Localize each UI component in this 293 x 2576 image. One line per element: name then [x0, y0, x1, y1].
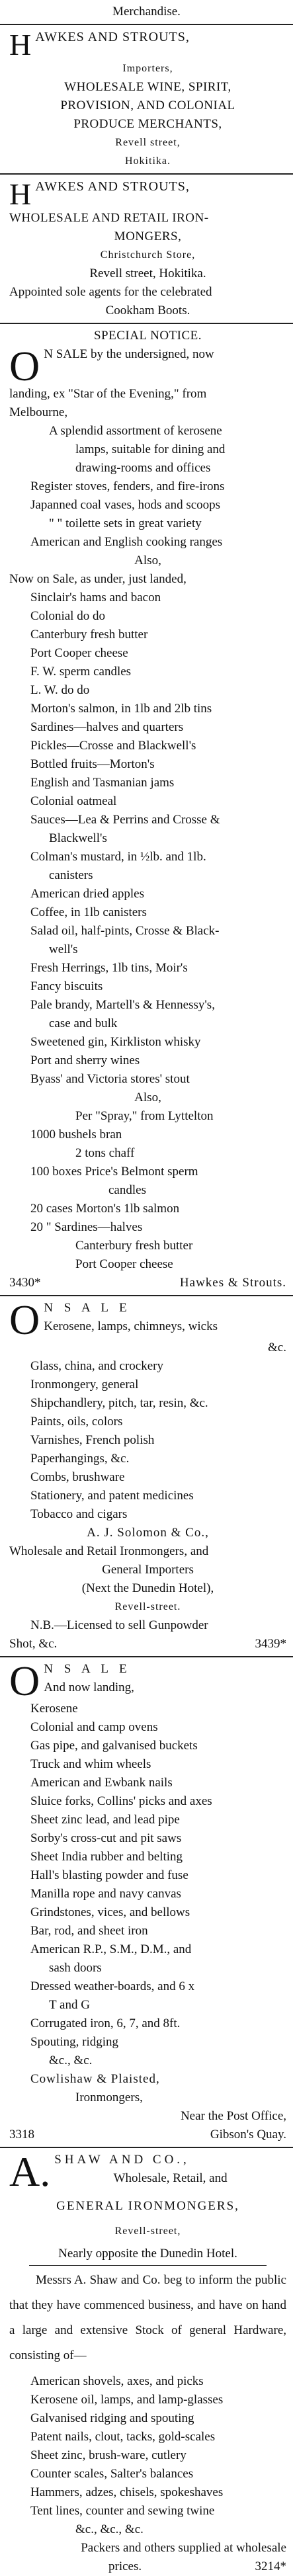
intro-line: Melbourne,	[9, 405, 68, 419]
divider	[0, 323, 293, 324]
list-item: canisters	[49, 868, 93, 882]
list-item: American and Ewbank nails	[30, 1776, 173, 1790]
divider	[0, 1295, 293, 1296]
list-item: Sheet India rubber and belting	[30, 1850, 183, 1864]
drop-cap: O	[9, 1296, 40, 1343]
list-item: Salad oil, half-pints, Crosse & Black-	[30, 924, 220, 938]
section-title: Merchandise.	[112, 5, 181, 19]
ad-special-notice	[0, 327, 293, 1292]
intro-line: N SALE by the undersigned, now	[44, 347, 214, 361]
list-item: 20 cases Morton's 1lb salmon	[30, 1202, 180, 1216]
ad-line: PRODUCE MERCHANTS,	[73, 117, 222, 131]
list-item: Byass' and Victoria stores' stout	[30, 1072, 190, 1086]
list-item: Register stoves, fenders, and fire-irons	[30, 479, 225, 493]
ad-note: N.B.—Licensed to sell Gunpowder	[30, 1618, 208, 1632]
divider	[29, 2265, 267, 2266]
list-item: drawing-rooms and offices	[75, 461, 211, 475]
list-item: F. W. sperm candles	[30, 665, 132, 679]
list-item: T and G	[49, 1998, 90, 2012]
list-item: Pale brandy, Martell's & Hennessy's,	[30, 998, 215, 1012]
list-item: Canterbury fresh butter	[75, 1239, 193, 1253]
list-item: Ironmongery, general	[30, 1378, 139, 1392]
list-item: Tent lines, counter and sewing twine	[30, 2504, 215, 2518]
list-item: Counter scales, Salter's balances	[30, 2467, 194, 2481]
list-item: Truck and whim wheels	[30, 1757, 151, 1771]
list-item: Sluice forks, Collins' picks and axes	[30, 1794, 212, 1808]
ad-reference-number: 3439*	[255, 1637, 286, 1651]
list-item: English and Tasmanian jams	[30, 776, 175, 790]
ad-heading-text: N S A L E	[44, 1662, 131, 1676]
list-item: case and bulk	[49, 1017, 118, 1030]
list-item: lamps, suitable for dining and	[75, 442, 226, 456]
list-item: Spouting, ridging	[30, 2035, 119, 2049]
list-item: American dried apples	[30, 887, 144, 901]
list-item: well's	[49, 942, 78, 956]
list-item: Patent nails, clout, tacks, gold-scales	[30, 2430, 216, 2444]
list-item: Sheet zinc lead, and lead pipe	[30, 1813, 180, 1827]
list-item: L. W. do do	[30, 683, 90, 697]
list-item: Paints, oils, colors	[30, 1415, 123, 1429]
ad-footer	[9, 1274, 286, 1292]
ad-heading-text: SHAW AND CO.,	[54, 2153, 190, 2167]
list-item: Colonial and camp ovens	[30, 1720, 158, 1734]
list-item: Tobacco and cigars	[30, 1507, 128, 1521]
ad-footer	[9, 2557, 286, 2576]
list-item: " " toilette sets in great variety	[49, 517, 202, 530]
ad-line: PROVISION, AND COLONIAL	[60, 99, 235, 112]
firm-name-text: AWKES AND STROUTS,	[35, 30, 190, 44]
list-item: Sweetened gin, Kirkliston whisky	[30, 1035, 201, 1049]
ad-shaw-and-co	[0, 2148, 293, 2576]
ad-line: Wholesale, Retail, and	[113, 2171, 228, 2185]
list-item: Sinclair's hams and bacon	[30, 591, 161, 604]
ad-line: Cookham Boots.	[105, 304, 190, 317]
ad-line: Near the Post Office,	[180, 2109, 286, 2123]
divider	[0, 1656, 293, 1657]
ad-line: Appointed sole agents for the celebrated	[9, 285, 212, 299]
ad-line: GENERAL IRONMONGERS,	[56, 2199, 239, 2213]
item-list	[9, 422, 286, 1274]
list-item: Fancy biscuits	[30, 979, 103, 993]
list-item: Port Cooper cheese	[75, 1257, 173, 1271]
list-item: American and English cooking ranges	[30, 535, 223, 549]
list-item: Gas pipe, and galvanised buckets	[30, 1739, 198, 1753]
list-item: Sheet zinc, brush-ware, cutlery	[30, 2448, 187, 2462]
list-item: Per "Spray," from Lyttelton	[75, 1109, 214, 1123]
list-item: American R.P., S.M., D.M., and	[30, 1942, 192, 1956]
list-item: Bottled fruits—Morton's	[30, 757, 155, 771]
ad-address: Gibson's Quay.	[210, 2128, 286, 2141]
list-item: Bar, rod, and sheet iron	[30, 1924, 148, 1938]
ad-reference-number: 3214*	[255, 2559, 286, 2573]
ad-footer-note: prices.	[108, 2559, 142, 2573]
list-item: Corrugated iron, 6, 7, and 8ft.	[30, 2016, 181, 2030]
drop-cap: O	[9, 343, 40, 390]
list-item: Kerosene	[30, 1702, 78, 1716]
ad-cowlishaw-on-sale	[0, 1657, 293, 2144]
ad-heading-text: N S A L E	[44, 1301, 131, 1315]
list-item: Sauces—Lea & Perrins and Crosse &	[30, 813, 220, 827]
list-item: 2 tons chaff	[75, 1146, 135, 1160]
ad-line: Revell street, Hokitika.	[89, 267, 206, 280]
list-item: Varnishes, French polish	[30, 1433, 155, 1447]
ad-paragraph: Messrs A. Shaw and Co. beg to inform the public that they have commenced business, and have on hand a large and extensive Stock of general Hardware, consisting of—	[9, 2273, 286, 2362]
ad-subheading: And now landing,	[44, 1681, 134, 1694]
ad-heading	[9, 2148, 286, 2195]
firm-name-text: AWKES AND STROUTS,	[35, 179, 190, 194]
ad-note: Shot, &c.	[9, 1637, 58, 1651]
ad-line: Revell street,	[115, 137, 181, 148]
list-item: Kerosene oil, lamps, and lamp-glasses	[30, 2393, 224, 2407]
list-item: &c., &c.	[49, 2054, 93, 2067]
list-item: Dressed weather-boards, and 6 x	[30, 1979, 195, 1993]
list-item: Shipchandlery, pitch, tar, resin, &c.	[30, 1396, 208, 1410]
list-item: sash doors	[49, 1961, 102, 1975]
list-item: Japanned coal vases, hods and scoops	[30, 498, 221, 512]
ad-hawkes-strouts-ironmongers	[0, 177, 293, 320]
ad-footer	[9, 1635, 286, 1653]
ad-intro	[9, 343, 286, 390]
list-item: Grindstones, vices, and bellows	[30, 1905, 190, 1919]
divider	[0, 173, 293, 175]
ad-line: Importers,	[122, 63, 173, 74]
list-item: Stationery, and patent medicines	[30, 1489, 194, 1503]
list-item: American shovels, axes, and picks	[30, 2374, 204, 2388]
list-item: Coffee, in 1lb canisters	[30, 905, 147, 919]
list-item: Glass, china, and crockery	[30, 1359, 164, 1373]
ad-line: Nearly opposite the Dunedin Hotel.	[58, 2247, 237, 2261]
list-item: Manilla rope and navy canvas	[30, 1887, 181, 1901]
list-item: Hall's blasting powder and fuse	[30, 1868, 188, 1882]
ad-heading	[9, 1657, 286, 1704]
drop-cap: A.	[9, 2148, 51, 2195]
list-item: Paperhangings, &c.	[30, 1452, 130, 1466]
list-item: candles	[108, 1183, 146, 1197]
list-item: Galvanised ridging and spouting	[30, 2411, 194, 2425]
list-item: Sardines—halves and quarters	[30, 720, 184, 734]
list-item: Canterbury fresh butter	[30, 628, 148, 642]
list-item: Port Cooper cheese	[30, 646, 128, 660]
list-item: Hammers, adzes, chisels, spokeshaves	[30, 2485, 224, 2499]
list-item: Pickles—Crosse and Blackwell's	[30, 739, 196, 753]
list-item: Also,	[134, 554, 161, 567]
ad-line: General Importers	[102, 1563, 194, 1577]
list-item: Colman's mustard, in ½lb. and 1lb.	[30, 850, 206, 864]
ad-footer	[9, 2126, 286, 2144]
intro-line: landing, ex "Star of the Evening," from	[9, 387, 207, 401]
list-item: Combs, brushware	[30, 1470, 125, 1484]
ad-line: MONGERS,	[114, 229, 182, 243]
ad-reference-number: 3430*	[9, 1276, 41, 1290]
ad-solomon-on-sale	[0, 1296, 293, 1653]
ad-firm-name: Cowlishaw & Plaisted,	[30, 2072, 160, 2086]
ad-signature: Hawkes & Strouts.	[179, 1276, 286, 1290]
list-item: &c., &c., &c.	[75, 2522, 144, 2536]
ad-line: WHOLESALE AND RETAIL IRON-	[9, 211, 209, 225]
ad-line: (Next the Dunedin Hotel),	[81, 1581, 214, 1595]
drop-cap: O	[9, 1657, 40, 1704]
list-item: 1000 bushels bran	[30, 1128, 122, 1142]
ad-line: Christchurch Store,	[100, 249, 196, 261]
ad-line: WHOLESALE WINE, SPIRIT,	[64, 80, 231, 94]
list-item: Colonial do do	[30, 609, 105, 623]
ad-firm-name: A. J. Solomon & Co.,	[87, 1526, 209, 1540]
ad-line: Revell-street,	[114, 2225, 181, 2237]
ad-line: Hokitika.	[125, 155, 171, 167]
drop-cap: H	[9, 177, 32, 211]
ad-line: Wholesale and Retail Ironmongers, and	[9, 1544, 209, 1558]
list-item: A splendid assortment of kerosene	[49, 424, 222, 438]
ad-hawkes-strouts-merchants	[0, 28, 293, 171]
ad-firm-name	[9, 177, 286, 211]
list-item: Port and sherry wines	[30, 1054, 140, 1067]
list-item: Sorby's cross-cut and pit saws	[30, 1831, 182, 1845]
list-item: Kerosene, lamps, chimneys, wicks	[44, 1319, 218, 1333]
list-item: &c.	[268, 1341, 286, 1354]
list-item: 100 boxes Price's Belmont sperm	[30, 1165, 198, 1179]
ad-firm-name	[9, 28, 286, 62]
list-item: Now on Sale, as under, just landed,	[9, 572, 187, 586]
list-item: Morton's salmon, in 1lb and 2lb tins	[30, 702, 212, 716]
list-item: Also,	[134, 1091, 161, 1104]
list-item: Colonial oatmeal	[30, 794, 117, 808]
ad-line: Revell-street.	[114, 1601, 181, 1612]
ad-title: SPECIAL NOTICE.	[93, 329, 202, 343]
list-item: 20 " Sardines—halves	[30, 1220, 143, 1234]
ad-reference-number: 3318	[9, 2128, 34, 2141]
list-item: Blackwell's	[49, 831, 107, 845]
drop-cap: H	[9, 28, 32, 62]
divider	[0, 24, 293, 25]
list-item: Fresh Herrings, 1lb tins, Moir's	[30, 961, 188, 975]
ad-footer-note: Packers and others supplied at wholesale	[81, 2541, 286, 2555]
ad-line: Ironmongers,	[75, 2091, 143, 2104]
